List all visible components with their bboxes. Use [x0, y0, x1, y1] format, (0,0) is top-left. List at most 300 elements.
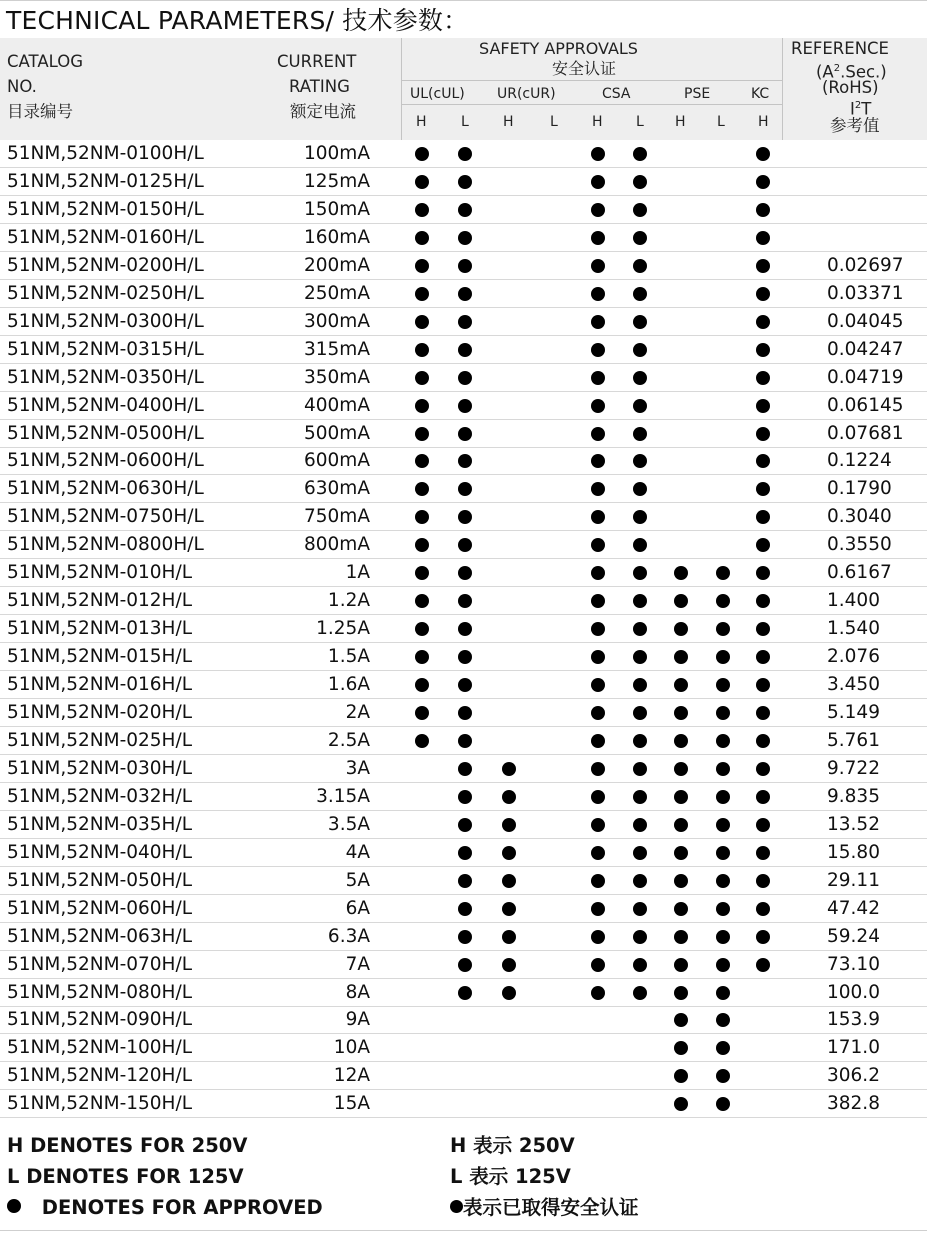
approved-dot-icon — [591, 510, 605, 524]
approved-dot-icon — [591, 986, 605, 1000]
reference-i2t-value: 5.761 — [827, 729, 880, 751]
table-row — [0, 559, 927, 587]
approved-dot-icon — [591, 259, 605, 273]
bottom-divider — [0, 1230, 927, 1231]
approved-dot-icon — [756, 147, 770, 161]
catalog-number: 51NM,52NM-0630H/L — [7, 478, 204, 500]
table-row — [0, 839, 927, 867]
approved-dot-icon — [633, 231, 647, 245]
table-row — [0, 252, 927, 280]
header-sub-l: L — [550, 114, 558, 130]
reference-i2t-value: 0.1790 — [827, 478, 892, 500]
current-rating: 2A — [345, 702, 370, 723]
catalog-number: 51NM,52NM-025H/L — [7, 729, 192, 751]
approved-dot-icon — [756, 427, 770, 441]
approved-dot-icon — [458, 482, 472, 496]
header-reference-cn: 参考值 — [830, 116, 880, 135]
approved-dot-icon — [591, 482, 605, 496]
current-rating: 3A — [345, 757, 370, 779]
approved-dot-icon — [458, 343, 472, 357]
approved-dot-icon — [674, 1013, 688, 1027]
approved-dot-icon — [756, 958, 770, 972]
approved-dot-icon — [415, 175, 429, 189]
approved-dot-icon — [591, 566, 605, 580]
reference-i2t-value: 0.03371 — [827, 282, 904, 304]
table-row — [0, 224, 927, 252]
reference-i2t-value: 5.149 — [827, 702, 880, 723]
approved-dot-icon — [415, 510, 429, 524]
table-row — [0, 420, 927, 448]
header-catalog-no: NO. — [7, 77, 37, 96]
catalog-number: 51NM,52NM-0200H/L — [7, 254, 204, 276]
approved-dot-icon — [674, 958, 688, 972]
approved-dot-icon — [633, 371, 647, 385]
legend-l-cn: L 表示 125V — [450, 1165, 571, 1188]
approved-dot-icon — [591, 818, 605, 832]
approved-dot-icon — [458, 930, 472, 944]
catalog-number: 51NM,52NM-060H/L — [7, 897, 192, 919]
table-row — [0, 503, 927, 531]
current-rating: 1.6A — [327, 674, 370, 696]
approved-dot-icon — [502, 762, 516, 776]
header-agency-csa: CSA — [602, 86, 631, 102]
header-agency-ur: UR(cUR) — [497, 86, 556, 102]
approved-dot-icon — [674, 874, 688, 888]
approved-dot-icon — [458, 510, 472, 524]
catalog-number: 51NM,52NM-063H/L — [7, 925, 192, 947]
approved-dot-icon — [756, 818, 770, 832]
approved-dot-icon — [633, 734, 647, 748]
approved-dot-icon — [633, 846, 647, 860]
approved-dot-icon — [716, 762, 730, 776]
table-row — [0, 895, 927, 923]
approved-dot-icon — [633, 706, 647, 720]
approved-dot-icon — [756, 930, 770, 944]
approved-dot-icon — [591, 678, 605, 692]
approved-dot-icon — [458, 762, 472, 776]
approved-dot-icon — [591, 399, 605, 413]
approved-dot-icon — [591, 650, 605, 664]
table-row — [0, 755, 927, 783]
catalog-number: 51NM,52NM-080H/L — [7, 981, 192, 1003]
approved-dot-icon — [415, 147, 429, 161]
current-rating: 12A — [333, 1065, 370, 1087]
catalog-number: 51NM,52NM-100H/L — [7, 1037, 192, 1059]
approved-dot-icon — [756, 175, 770, 189]
current-rating: 350mA — [304, 366, 370, 388]
current-rating: 8A — [345, 981, 370, 1003]
approved-dot-icon — [415, 482, 429, 496]
approved-dot-icon — [716, 986, 730, 1000]
reference-i2t-value: 3.450 — [827, 674, 880, 696]
table-row — [0, 308, 927, 336]
catalog-number: 51NM,52NM-013H/L — [7, 618, 192, 640]
reference-i2t-value: 47.42 — [827, 897, 880, 919]
approved-dot-icon — [633, 622, 647, 636]
current-rating: 6A — [345, 897, 370, 919]
approved-dot-icon — [591, 734, 605, 748]
approved-dot-icon — [415, 622, 429, 636]
approved-dot-icon — [756, 874, 770, 888]
header-agency-ul: UL(cUL) — [410, 86, 465, 102]
approved-dot-icon — [458, 175, 472, 189]
header-sub-h: H — [503, 114, 514, 130]
approved-dot-icon — [458, 902, 472, 916]
table-row — [0, 168, 927, 196]
header-reference: REFERENCE — [791, 39, 889, 58]
header-agency-kc: KC — [751, 86, 770, 102]
reference-i2t-value: 100.0 — [827, 981, 880, 1003]
page-title: TECHNICAL PARAMETERS/ 技术参数： — [6, 6, 469, 35]
catalog-number: 51NM,52NM-0150H/L — [7, 198, 204, 220]
table-row — [0, 783, 927, 811]
table-row — [0, 280, 927, 308]
approved-dot-icon — [415, 231, 429, 245]
approved-dot-icon — [716, 566, 730, 580]
catalog-number: 51NM,52NM-0500H/L — [7, 422, 204, 444]
current-rating: 315mA — [304, 338, 370, 360]
approved-dot-icon — [674, 706, 688, 720]
approved-dot-icon — [458, 287, 472, 301]
header-divider — [401, 80, 782, 81]
approved-dot-icon — [756, 846, 770, 860]
approved-dot-icon — [415, 678, 429, 692]
catalog-number: 51NM,52NM-0100H/L — [7, 143, 204, 164]
approved-dot-icon — [458, 315, 472, 329]
catalog-number: 51NM,52NM-016H/L — [7, 674, 192, 696]
approved-dot-icon — [502, 846, 516, 860]
current-rating: 630mA — [304, 478, 370, 500]
header-sub-l: L — [717, 114, 725, 130]
header-agency-pse: PSE — [684, 86, 711, 102]
approved-dot-icon — [591, 902, 605, 916]
approved-dot-icon — [633, 678, 647, 692]
approved-dot-icon — [756, 510, 770, 524]
reference-i2t-value: 306.2 — [827, 1065, 880, 1087]
approved-dot-icon — [716, 706, 730, 720]
approved-dot-icon — [756, 482, 770, 496]
legend-dot-en-row — [7, 1196, 323, 1220]
current-rating: 1.25A — [316, 618, 370, 640]
approved-dot-icon — [458, 399, 472, 413]
catalog-number: 51NM,52NM-0160H/L — [7, 226, 204, 248]
approved-dot-icon — [458, 454, 472, 468]
current-rating: 125mA — [304, 170, 370, 192]
table-row — [0, 447, 927, 475]
approved-dot-icon — [591, 622, 605, 636]
approved-dot-icon — [716, 1069, 730, 1083]
approved-dot-icon — [591, 203, 605, 217]
header-reference-rohs: (RoHS) — [822, 78, 879, 97]
current-rating: 500mA — [304, 422, 370, 444]
reference-i2t-value: 29.11 — [827, 869, 880, 891]
approved-dot-icon — [674, 930, 688, 944]
table-row — [0, 671, 927, 699]
table-row — [0, 475, 927, 503]
approved-dot-icon — [458, 650, 472, 664]
approved-dot-icon — [591, 790, 605, 804]
table-row — [0, 615, 927, 643]
current-rating: 2.5A — [327, 729, 370, 751]
approved-dot-icon — [716, 902, 730, 916]
approved-dot-icon — [716, 958, 730, 972]
approved-dot-icon — [633, 203, 647, 217]
header-catalog-cn: 目录编号 — [7, 102, 73, 121]
reference-i2t-value: 9.722 — [827, 757, 880, 779]
current-rating: 5A — [345, 869, 370, 891]
approved-dot-icon — [415, 427, 429, 441]
approved-dot-icon — [415, 538, 429, 552]
approved-dot-icon — [633, 454, 647, 468]
approved-dot-icon — [415, 594, 429, 608]
reference-i2t-value: 0.1224 — [827, 450, 892, 472]
approved-dot-icon — [633, 315, 647, 329]
catalog-number: 51NM,52NM-0600H/L — [7, 450, 204, 472]
approved-dot-icon — [502, 986, 516, 1000]
approved-dot-icon — [415, 706, 429, 720]
approved-dot-icon — [458, 622, 472, 636]
reference-i2t-value: 15.80 — [827, 841, 880, 863]
approved-dot-icon — [674, 1069, 688, 1083]
approved-dot-icon — [633, 902, 647, 916]
approved-dot-icon — [458, 147, 472, 161]
approved-dot-icon — [756, 371, 770, 385]
legend-dot-cn-row — [450, 1196, 639, 1220]
current-rating: 750mA — [304, 506, 370, 528]
catalog-number: 51NM,52NM-050H/L — [7, 869, 192, 891]
approved-dot-icon — [458, 678, 472, 692]
table-row — [0, 727, 927, 755]
table-row — [0, 140, 927, 168]
approved-dot-icon — [633, 175, 647, 189]
approved-dot-icon — [716, 650, 730, 664]
header-divider — [401, 104, 782, 105]
header-safety-cn: 安全认证 — [552, 59, 617, 78]
approved-dot-icon — [415, 734, 429, 748]
approved-dot-icon — [756, 566, 770, 580]
approved-dot-icon — [716, 678, 730, 692]
approved-dot-icon — [415, 566, 429, 580]
table-row — [0, 336, 927, 364]
approved-dot-icon — [716, 1013, 730, 1027]
approved-dot-icon — [458, 203, 472, 217]
approved-dot-icon — [502, 958, 516, 972]
approved-dot-icon — [633, 538, 647, 552]
catalog-number: 51NM,52NM-0315H/L — [7, 338, 204, 360]
current-rating: 9A — [345, 1009, 370, 1031]
table-header — [0, 38, 927, 140]
approved-dot-icon — [591, 930, 605, 944]
approved-dot-icon — [7, 1199, 21, 1213]
approved-dot-icon — [674, 986, 688, 1000]
current-rating: 600mA — [304, 450, 370, 472]
catalog-number: 51NM,52NM-020H/L — [7, 702, 192, 723]
approved-dot-icon — [756, 399, 770, 413]
approved-dot-icon — [415, 315, 429, 329]
approved-dot-icon — [716, 734, 730, 748]
approved-dot-icon — [591, 762, 605, 776]
reference-i2t-value: 0.3550 — [827, 534, 892, 556]
approved-dot-icon — [450, 1200, 463, 1213]
catalog-number: 51NM,52NM-015H/L — [7, 646, 192, 668]
current-rating: 1.5A — [327, 646, 370, 668]
catalog-number: 51NM,52NM-0300H/L — [7, 310, 204, 332]
approved-dot-icon — [756, 594, 770, 608]
approved-dot-icon — [458, 874, 472, 888]
approved-dot-icon — [458, 958, 472, 972]
table-row — [0, 1006, 927, 1034]
approved-dot-icon — [633, 287, 647, 301]
reference-i2t-value: 73.10 — [827, 953, 880, 975]
legend-dot-cn: 表示已取得安全认证 — [463, 1196, 639, 1219]
header-sub-h: H — [675, 114, 686, 130]
catalog-number: 51NM,52NM-010H/L — [7, 562, 192, 584]
approved-dot-icon — [633, 790, 647, 804]
approved-dot-icon — [502, 790, 516, 804]
approved-dot-icon — [674, 818, 688, 832]
catalog-number: 51NM,52NM-0400H/L — [7, 394, 204, 416]
approved-dot-icon — [458, 371, 472, 385]
table-row — [0, 811, 927, 839]
catalog-number: 51NM,52NM-032H/L — [7, 785, 192, 807]
approved-dot-icon — [591, 315, 605, 329]
approved-dot-icon — [674, 622, 688, 636]
approved-dot-icon — [591, 538, 605, 552]
reference-i2t-value: 0.06145 — [827, 394, 904, 416]
approved-dot-icon — [756, 762, 770, 776]
approved-dot-icon — [633, 259, 647, 273]
catalog-number: 51NM,52NM-0350H/L — [7, 366, 204, 388]
approved-dot-icon — [591, 846, 605, 860]
approved-dot-icon — [458, 538, 472, 552]
approved-dot-icon — [633, 818, 647, 832]
catalog-number: 51NM,52NM-0125H/L — [7, 170, 204, 192]
approved-dot-icon — [591, 594, 605, 608]
table-row — [0, 979, 927, 1007]
approved-dot-icon — [716, 874, 730, 888]
approved-dot-icon — [756, 259, 770, 273]
approved-dot-icon — [415, 454, 429, 468]
reference-i2t-value: 0.04045 — [827, 310, 904, 332]
reference-i2t-value: 153.9 — [827, 1009, 880, 1031]
legend-h-cn: H 表示 250V — [450, 1134, 575, 1157]
catalog-number: 51NM,52NM-0250H/L — [7, 282, 204, 304]
header-catalog-en: CATALOG — [7, 52, 83, 71]
header-current-cn: 额定电流 — [290, 102, 356, 121]
table-row — [0, 1062, 927, 1090]
approved-dot-icon — [591, 427, 605, 441]
approved-dot-icon — [756, 203, 770, 217]
approved-dot-icon — [674, 650, 688, 664]
approved-dot-icon — [633, 147, 647, 161]
approved-dot-icon — [415, 203, 429, 217]
current-rating: 3.15A — [316, 785, 370, 807]
approved-dot-icon — [502, 874, 516, 888]
catalog-number: 51NM,52NM-012H/L — [7, 590, 192, 612]
approved-dot-icon — [591, 874, 605, 888]
reference-i2t-value: 2.076 — [827, 646, 880, 668]
approved-dot-icon — [458, 818, 472, 832]
current-rating: 200mA — [304, 254, 370, 276]
reference-i2t-value: 0.6167 — [827, 562, 892, 584]
current-rating: 800mA — [304, 534, 370, 556]
table-row — [0, 643, 927, 671]
approved-dot-icon — [674, 790, 688, 804]
approved-dot-icon — [633, 343, 647, 357]
approved-dot-icon — [591, 454, 605, 468]
approved-dot-icon — [756, 538, 770, 552]
current-rating: 1.2A — [327, 590, 370, 612]
approved-dot-icon — [716, 1097, 730, 1111]
approved-dot-icon — [756, 706, 770, 720]
approved-dot-icon — [458, 734, 472, 748]
approved-dot-icon — [458, 986, 472, 1000]
approved-dot-icon — [502, 902, 516, 916]
header-reference-i2t: $I^2T$ — [850, 99, 872, 119]
table-row — [0, 531, 927, 559]
header-safety-en: SAFETY APPROVALS — [479, 39, 638, 58]
approved-dot-icon — [674, 846, 688, 860]
approved-dot-icon — [756, 287, 770, 301]
current-rating: 3.5A — [327, 813, 370, 835]
approved-dot-icon — [633, 427, 647, 441]
approved-dot-icon — [674, 1041, 688, 1055]
catalog-number: 51NM,52NM-150H/L — [7, 1093, 192, 1115]
approved-dot-icon — [458, 427, 472, 441]
approved-dot-icon — [591, 958, 605, 972]
approved-dot-icon — [716, 622, 730, 636]
approved-dot-icon — [591, 371, 605, 385]
reference-i2t-value: 1.540 — [827, 618, 880, 640]
approved-dot-icon — [756, 315, 770, 329]
reference-i2t-value: 0.3040 — [827, 506, 892, 528]
table-row — [0, 364, 927, 392]
approved-dot-icon — [674, 678, 688, 692]
current-rating: 250mA — [304, 282, 370, 304]
current-rating: 7A — [345, 953, 370, 975]
approved-dot-icon — [633, 958, 647, 972]
current-rating: 1A — [345, 562, 370, 584]
reference-i2t-value: 171.0 — [827, 1037, 880, 1059]
approved-dot-icon — [591, 706, 605, 720]
reference-i2t-value: 1.400 — [827, 590, 880, 612]
table-row — [0, 392, 927, 420]
approved-dot-icon — [674, 594, 688, 608]
catalog-number: 51NM,52NM-0800H/L — [7, 534, 204, 556]
approved-dot-icon — [756, 790, 770, 804]
reference-i2t-value: 0.07681 — [827, 422, 904, 444]
approved-dot-icon — [502, 818, 516, 832]
header-sub-h: H — [592, 114, 603, 130]
legend-h-en: H DENOTES FOR 250V — [7, 1134, 248, 1157]
table-row — [0, 587, 927, 615]
approved-dot-icon — [674, 566, 688, 580]
approved-dot-icon — [633, 510, 647, 524]
approved-dot-icon — [716, 930, 730, 944]
approved-dot-icon — [633, 482, 647, 496]
approved-dot-icon — [591, 147, 605, 161]
approved-dot-icon — [415, 371, 429, 385]
approved-dot-icon — [756, 454, 770, 468]
approved-dot-icon — [415, 287, 429, 301]
approved-dot-icon — [716, 790, 730, 804]
current-rating: 150mA — [304, 198, 370, 220]
current-rating: 6.3A — [327, 925, 370, 947]
table-row — [0, 923, 927, 951]
table-row — [0, 1090, 927, 1118]
approved-dot-icon — [756, 678, 770, 692]
approved-dot-icon — [458, 259, 472, 273]
